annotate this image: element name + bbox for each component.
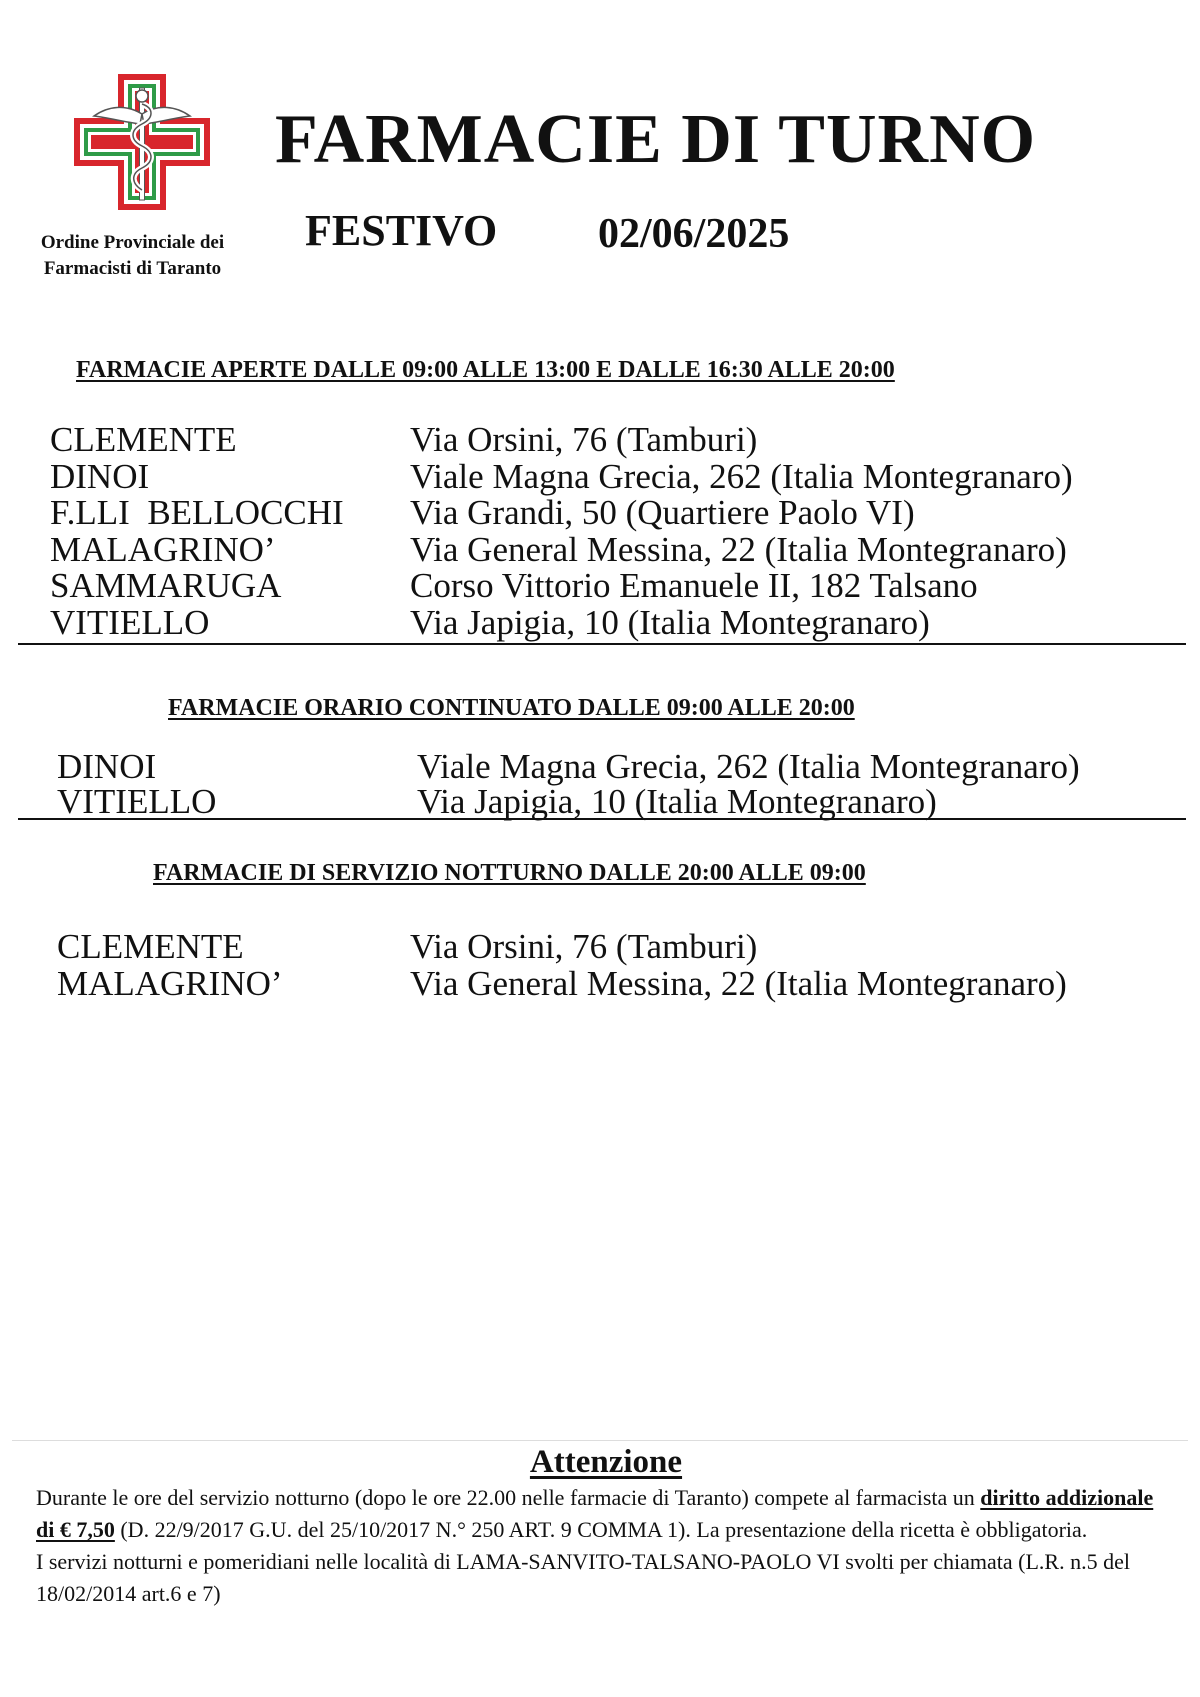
pharmacy-name: VITIELLO	[50, 602, 210, 642]
pharmacy-name: MALAGRINO’	[57, 963, 283, 1003]
pharmacy-list-continuous-hours	[0, 749, 1200, 819]
pharmacy-address: Via Japigia, 10 (Italia Montegranaro)	[417, 782, 937, 821]
page-title: FARMACIE DI TURNO	[275, 101, 1037, 178]
pharmacy-address: Viale Magna Grecia, 262 (Italia Montegranaro)	[410, 456, 1073, 496]
additional-fee-text: diritto addizionale di € 7,50	[36, 1485, 1154, 1542]
section-heading-continuous-hours: FARMACIE ORARIO CONTINUATO DALLE 09:00 ALLE 20:00	[168, 695, 855, 721]
section-divider	[18, 818, 1186, 820]
pharmacy-name: VITIELLO	[57, 782, 217, 821]
pharmacy-address: Via General Messina, 22 (Italia Montegranaro)	[410, 529, 1067, 569]
pharmacy-name: DINOI	[57, 747, 157, 786]
pharmacy-address: Via Orsini, 76 (Tamburi)	[410, 420, 758, 459]
pharmacy-address: Corso Vittorio Emanuele II, 182 Talsano	[410, 566, 978, 605]
pharmacy-name: F.LLI BELLOCCHI	[50, 493, 344, 532]
notice-text: (D. 22/9/2017 G.U. del 25/10/2017 N.° 250 ART. 9 COMMA 1). La presentazione della ricetta è obbligatoria.	[114, 1517, 1088, 1542]
pharmacy-cross-caduceus-icon	[74, 74, 210, 210]
pharmacy-address: Viale Magna Grecia, 262 (Italia Montegranaro)	[417, 747, 1080, 786]
pharmacy-row	[0, 495, 1200, 532]
notice-title: Attenzione	[529, 1444, 683, 1480]
pharmacy-address: Via Japigia, 10 (Italia Montegranaro)	[410, 602, 930, 642]
pharmacy-name: CLEMENTE	[50, 420, 237, 459]
pharmacy-row	[0, 784, 1200, 819]
pharmacy-row	[0, 422, 1200, 459]
pharmacy-list-day-hours	[0, 422, 1200, 641]
pharmacy-address: Via General Messina, 22 (Italia Montegranaro)	[410, 963, 1067, 1003]
notice-paragraph	[36, 1482, 1176, 1546]
pharmacy-row	[0, 602, 1200, 642]
pharmacy-name: DINOI	[50, 456, 150, 496]
pharmacy-row	[0, 963, 1200, 1003]
pharmacy-name: SAMMARUGA	[50, 566, 282, 605]
section-divider	[18, 643, 1186, 645]
pharmacy-row	[0, 749, 1200, 784]
section-heading-night-service: FARMACIE DI SERVIZIO NOTTURNO DALLE 20:00 ALLE 09:00	[153, 860, 866, 886]
section-heading-day-hours: FARMACIE APERTE DALLE 09:00 ALLE 13:00 E DALLE 16:30 ALLE 20:00	[76, 357, 895, 383]
date-label: 02/06/2025	[598, 211, 790, 257]
notice-text: Durante le ore del servizio notturno (dopo le ore 22.00 nelle farmacie di Taranto) compete al farmacista un	[36, 1485, 981, 1510]
organization-name: Ordine Provinciale dei Farmacisti di Taranto	[40, 232, 225, 279]
notice-body	[36, 1482, 1176, 1610]
pharmacy-row	[0, 568, 1200, 605]
pharmacy-list-night-service	[0, 929, 1200, 1002]
pharmacy-name: CLEMENTE	[57, 927, 244, 966]
pharmacy-row	[0, 529, 1200, 569]
pharmacy-name: MALAGRINO’	[50, 529, 276, 569]
pharmacy-row	[0, 456, 1200, 496]
pharmacy-address: Via Orsini, 76 (Tamburi)	[410, 927, 758, 966]
day-type-label: FESTIVO	[305, 206, 498, 255]
pharmacy-row	[0, 929, 1200, 966]
notice-paragraph: I servizi notturni e pomeridiani nelle località di LAMA-SANVITO-TALSANO-PAOLO VI svolti per chiamata (L.R. n.5 del 18/02/2014 art.6 e 7)	[36, 1549, 1130, 1606]
pharmacy-address: Via Grandi, 50 (Quartiere Paolo VI)	[410, 493, 915, 532]
notice-divider	[12, 1440, 1188, 1441]
